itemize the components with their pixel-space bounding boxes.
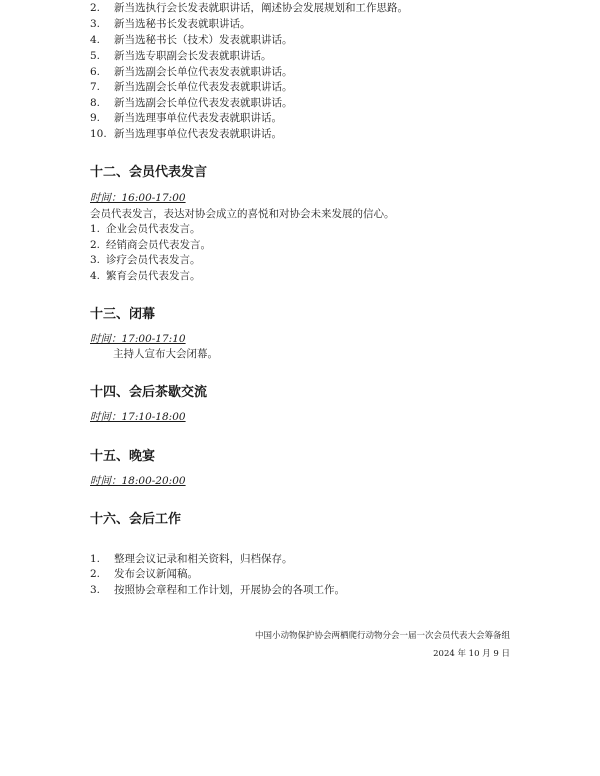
list-item: 2. 新当选执行会长发表就职讲话，阐述协会发展规划和工作思路。 [90, 2, 408, 14]
section-time: 时间：17:00-17:10 [90, 333, 186, 345]
list-item: 1. 整理会议记录和相关资料，归档保存。 [90, 553, 293, 565]
section-heading: 十五、晚宴 [90, 449, 156, 464]
list-item: 2. 经销商会员代表发言。 [90, 239, 211, 251]
section-description: 主持人宣布大会闭幕。 [113, 348, 218, 360]
section-time: 时间：16:00-17:00 [90, 192, 186, 204]
section-heading: 十四、会后茶歇交流 [90, 385, 208, 400]
list-item: 5. 新当选专职副会长发表就职讲话。 [90, 50, 272, 62]
list-item: 3. 新当选秘书长发表就职讲话。 [90, 18, 251, 30]
section-time: 时间：18:00-20:00 [90, 475, 186, 487]
list-item: 4. 新当选秘书长（技术）发表就职讲话。 [90, 34, 293, 46]
section-heading: 十六、会后工作 [90, 512, 182, 527]
list-item: 1. 企业会员代表发言。 [90, 223, 201, 235]
footer-organization: 中国小动物保护协会两栖爬行动物分会一届一次会员代表大会筹备组 [254, 631, 510, 641]
section-heading: 十三、闭幕 [90, 307, 156, 322]
section-heading: 十二、会员代表发言 [90, 165, 208, 180]
list-item: 10. 新当选理事单位代表发表就职讲话。 [90, 128, 282, 140]
list-item: 3. 诊疗会员代表发言。 [90, 254, 201, 266]
list-item: 3. 按照协会章程和工作计划，开展协会的各项工作。 [90, 584, 345, 596]
list-item: 2. 发布会议新闻稿。 [90, 568, 198, 580]
section-time: 时间：17:10-18:00 [90, 411, 186, 423]
list-item: 8. 新当选副会长单位代表发表就职讲话。 [90, 97, 293, 109]
section-description: 会员代表发言，表达对协会成立的喜悦和对协会未来发展的信心。 [90, 208, 395, 220]
list-item: 7. 新当选副会长单位代表发表就职讲话。 [90, 81, 293, 93]
footer-date: 2024 年 10 月 9 日 [433, 649, 510, 659]
list-item: 4. 繁育会员代表发言。 [90, 270, 201, 282]
list-item: 9. 新当选理事单位代表发表就职讲话。 [90, 112, 282, 124]
list-item: 6. 新当选副会长单位代表发表就职讲话。 [90, 66, 293, 78]
